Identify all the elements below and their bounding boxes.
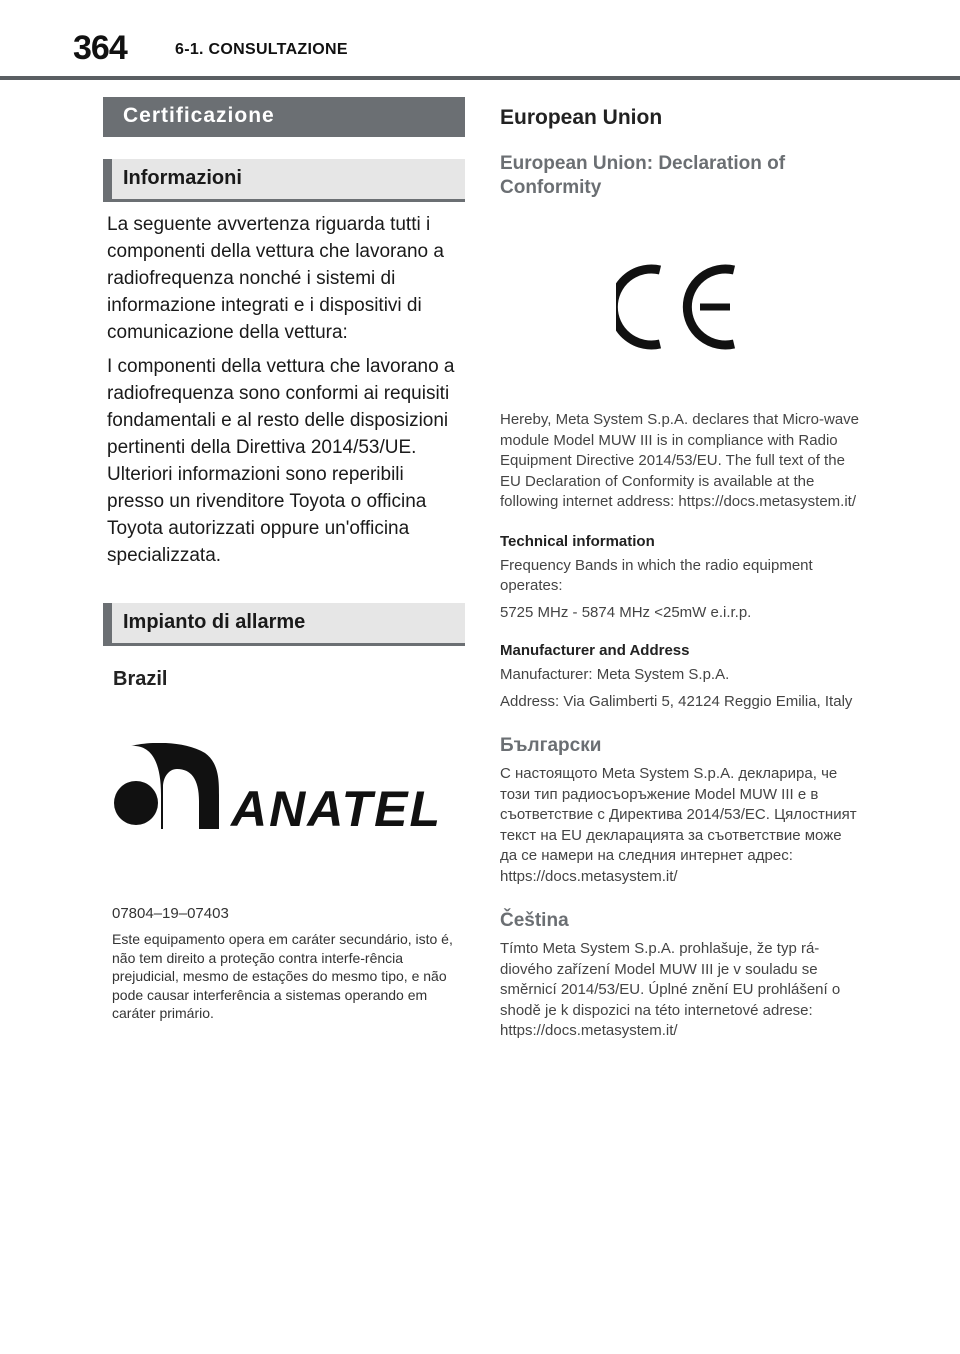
bulgarian-title: Български	[500, 735, 602, 756]
anatel-wordmark: ANATEL	[231, 781, 443, 833]
subhead-accent-bar	[103, 603, 112, 643]
bulgarian-text: С настоящото Meta System S.p.A. декларира, че този тип радиосъоръжение Model MUW III е в съответствие с Директива 2014/53/ЕС. Цялостният текст на EU декларацията за съответствие може да се намери на следния интернет адрес: https://docs.metasystem.it/	[500, 765, 857, 885]
czech-text: Tímto Meta System S.p.A. prohlašuje, že typ rá-diového zařízení Model MUW III je v souladu se směrnicí 2014/53/EU. Úplné znění EU prohlášení o shodě je k dispozici na této internetové adrese: https://docs.metasystem.it/	[500, 940, 841, 1039]
ce-mark-c	[616, 269, 660, 345]
czech-title: Čeština	[500, 910, 569, 931]
left-column	[103, 97, 465, 1023]
ce-mark-icon	[616, 262, 736, 352]
eu-declaration-text: Hereby, Meta System S.p.A. declares that Micro-wave module Model MUW III is in compliance with Radio Equipment Directive 2014/53/EU. The full text of the EU Declaration of Conformity is available at the following internet address: https://docs.metasystem.it/	[500, 411, 860, 510]
eu-declaration-title: European Union: Declaration of Conformity	[500, 153, 786, 198]
technical-info-text-1: Frequency Bands in which the radio equipment operates:	[500, 556, 813, 594]
subhead-informazioni-label: Informazioni	[123, 167, 242, 189]
subhead-accent-bar	[103, 159, 112, 199]
subhead-alarm-label: Impianto di allarme	[123, 611, 306, 633]
anatel-circle-mark	[114, 781, 158, 825]
anatel-code: 07804–19–07403	[112, 905, 229, 922]
right-column	[500, 97, 860, 1042]
subhead-alarm	[103, 603, 465, 646]
section-label: 6-1. CONSULTAZIONE	[175, 41, 348, 58]
eu-title: European Union	[500, 106, 663, 129]
manufacturer-title: Manufacturer and Address	[500, 642, 690, 659]
manufacturer-text-2: Address: Via Galimberti 5, 42124 Reggio Emilia, Italy	[500, 692, 853, 710]
header-divider	[0, 76, 960, 80]
info-paragraph-2: I componenti della vettura che lavorano a radiofrequenza sono conformi ai requisiti fondamentali e al resto delle disposizioni pertinenti della Direttiva 2014/53/UE. Ulteriori informazioni sono reperibili presso un rivenditore Toyota o officina Toyota autorizzati oppure un'officina specializzata.	[107, 356, 455, 566]
anatel-logo	[103, 743, 463, 833]
anatel-notice: Este equipamento opera em caráter secundário, isto é, não tem direito a proteção contra interfe-rência prejudicial, mesmo de estações do mesmo tipo, e não pode causar interferência a sistemas operando em caráter primário.	[112, 931, 453, 1022]
subhead-informazioni	[103, 159, 465, 202]
certification-banner: Certificazione	[103, 97, 465, 137]
technical-info-title: Technical information	[500, 532, 655, 550]
brazil-title: Brazil	[113, 668, 168, 690]
info-paragraph-1: La seguente avvertenza riguarda tutti i componenti della vettura che lavorano a radiofrequenza nonché i sistemi di informazione integrati e i dispositivi di comunicazione della vettura:	[107, 214, 444, 343]
technical-info-text-2: 5725 MHz - 5874 MHz <25mW e.i.r.p.	[500, 603, 752, 621]
page-header	[0, 0, 960, 80]
page-number: 364	[73, 29, 127, 67]
manufacturer-text-1: Manufacturer: Meta System S.p.A.	[500, 666, 730, 683]
